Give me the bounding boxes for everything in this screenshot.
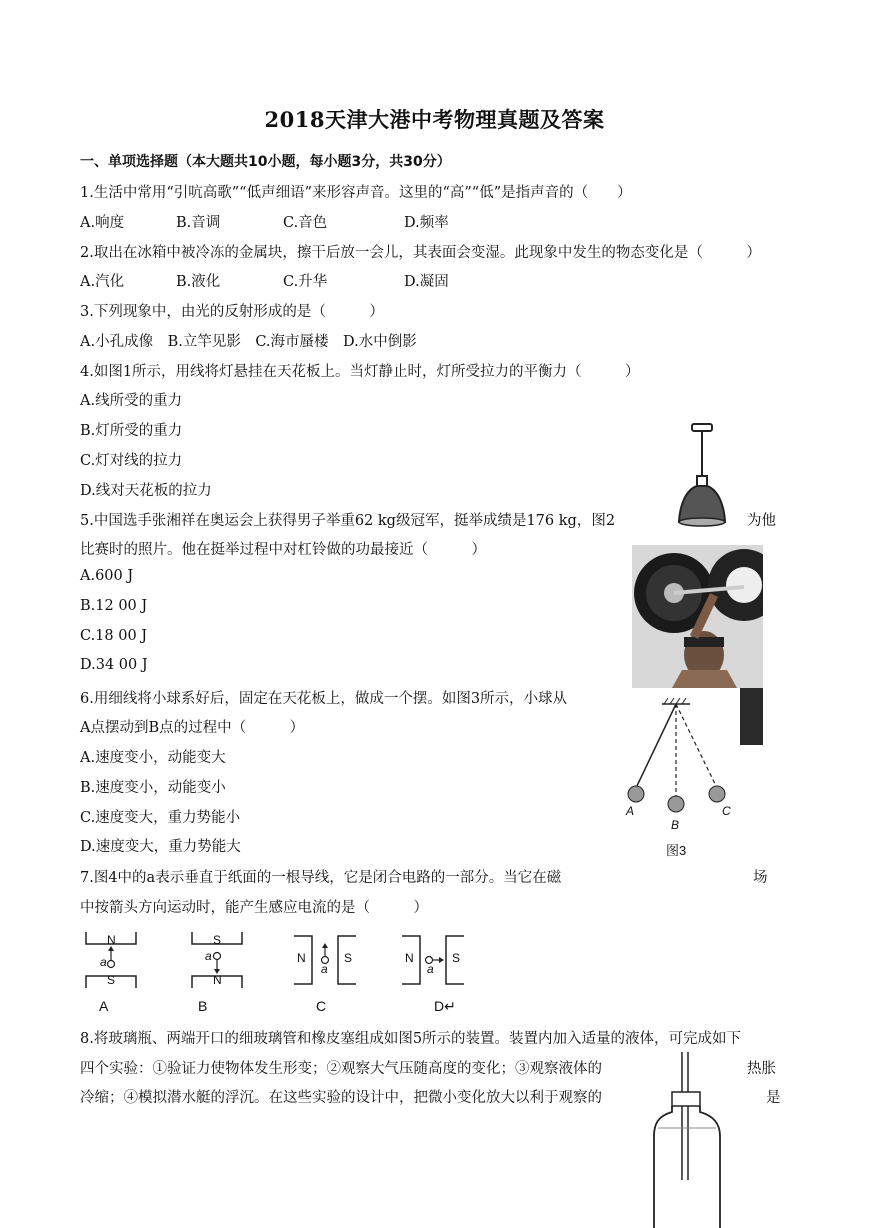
question-8-line-1: 8.将玻璃瓶、两端开口的细玻璃管和橡皮塞组成如图5所示的装置。装置内加入适量的液体，可完成如下: [80, 1031, 742, 1047]
q6-option-b: B.速度变小，动能变小: [80, 780, 226, 796]
pole-s-a: S: [107, 973, 116, 987]
q1-option-d: D.频率: [404, 215, 449, 231]
q6-option-a: A.速度变小，动能变大: [80, 750, 226, 766]
q3-options: A.小孔成像 B.立竿见影 C.海市蜃楼 D.水中倒影: [80, 334, 417, 350]
question-2-stem: 2.取出在冰箱中被冷冻的金属块，擦干后放一会儿，其表面会变湿。此现象中发生的物态变化是（ ）: [80, 245, 761, 261]
section-heading: 一、单项选择题（本大题共10小题，每小题3分，共30分）: [80, 154, 451, 170]
question-8-line-3-right: 是: [766, 1090, 781, 1106]
q5-option-b: B.12 00 J: [80, 598, 148, 614]
pendulum-label-a: A: [626, 804, 635, 818]
question-7-stem-right: 场: [753, 870, 768, 886]
pendulum-label-c: C: [722, 804, 731, 818]
diagram-letter-b: B: [198, 998, 208, 1014]
wire-d-label: a: [427, 962, 434, 976]
wire-b-label: a: [205, 949, 212, 963]
q4-option-a: A.线所受的重力: [80, 393, 183, 409]
pole-n-d: N: [405, 951, 414, 965]
question-8-line-2-right: 热胀: [747, 1061, 776, 1077]
question-7-stem-2: 中按箭头方向运动时，能产生感应电流的是（ ）: [80, 900, 428, 916]
q2-option-c: C.升华: [283, 274, 328, 290]
diagram-letter-c: C: [316, 998, 327, 1014]
question-6-stem-2: A点摆动到B点的过程中（ ）: [80, 720, 305, 736]
question-3-stem: 3.下列现象中，由光的反射形成的是（ ）: [80, 304, 384, 320]
q4-option-c: C.灯对线的拉力: [80, 453, 183, 469]
pendulum-label-b: B: [671, 818, 680, 832]
q5-option-a: A.600 J: [80, 568, 134, 584]
question-5-stem-right: 为他: [747, 513, 776, 529]
q4-option-b: B.灯所受的重力: [80, 423, 183, 439]
question-4-stem: 4.如图1所示，用线将灯悬挂在天花板上。当灯静止时，灯所受拉力的平衡力（ ）: [80, 364, 640, 380]
q5-option-d: D.34 00 J: [80, 657, 148, 673]
pendulum-caption: 图3: [666, 843, 687, 858]
question-1-stem: 1.生活中常用“引吭高歌”“低声细语”来形容声音。这里的“高”“低”是指声音的（ ）: [80, 185, 632, 201]
q2-option-b: B.液化: [176, 274, 221, 290]
wire-c-label: a: [321, 962, 328, 976]
question-6-stem: 6.用细线将小球系好后，固定在天花板上，做成一个摆。如图3所示，小球从: [80, 691, 568, 707]
q1-option-c: C.音色: [283, 215, 328, 231]
q4-option-d: D.线对天花板的拉力: [80, 483, 212, 499]
wire-a-label: a: [100, 955, 107, 969]
q2-option-a: A.汽化: [80, 274, 125, 290]
pole-n-c: N: [297, 951, 306, 965]
diagram-letter-a: A: [99, 998, 109, 1014]
pendulum-figure: [618, 696, 738, 818]
question-5-stem-2: 比赛时的照片。他在挺举过程中对杠铃做的功最接近（ ）: [80, 542, 486, 558]
pole-n-b: N: [213, 973, 222, 987]
page-title: 2018天津大港中考物理真题及答案: [264, 107, 605, 132]
pole-s-d: S: [452, 951, 461, 965]
pole-s-b: S: [213, 933, 222, 947]
question-5-stem: 5.中国选手张湘祥在奥运会上获得男子举重62 kg级冠军，挺举成绩是176 kg，图2: [80, 513, 616, 529]
q6-option-c: C.速度变大，重力势能小: [80, 810, 241, 826]
q5-option-c: C.18 00 J: [80, 628, 148, 644]
question-7-stem: 7.图4中的a表示垂直于纸面的一根导线，它是闭合电路的一部分。当它在磁: [80, 870, 562, 886]
question-8-line-3: 冷缩；④模拟潜水艇的浮沉。在这些实验的设计中，把微小变化放大以利于观察的: [80, 1090, 602, 1106]
q1-option-b: B.音调: [176, 215, 221, 231]
bottle-figure: [648, 1050, 728, 1228]
pole-n-a: N: [107, 933, 116, 947]
q2-option-d: D.凝固: [404, 274, 449, 290]
question-8-line-2: 四个实验：①验证力使物体发生形变；②观察大气压随高度的变化；③观察液体的: [80, 1061, 602, 1077]
pole-s-c: S: [344, 951, 353, 965]
q6-option-d: D.速度变大，重力势能大: [80, 839, 241, 855]
q1-option-a: A.响度: [80, 215, 125, 231]
lamp-figure: [668, 420, 738, 535]
diagram-letter-d: D↵: [434, 998, 456, 1014]
